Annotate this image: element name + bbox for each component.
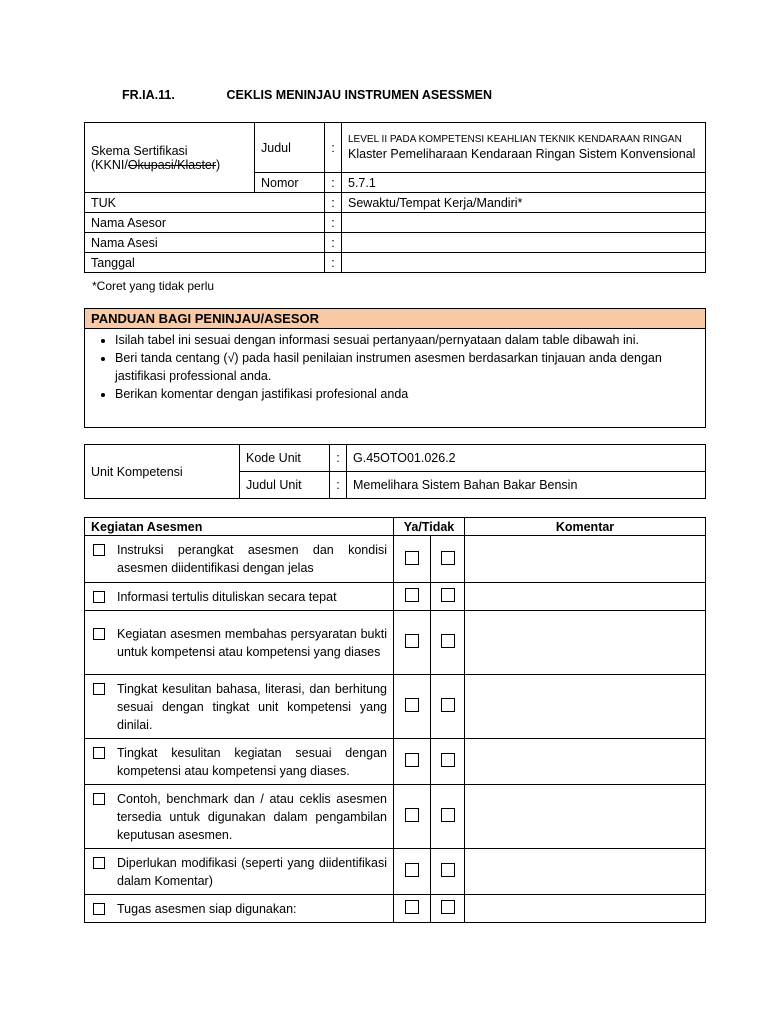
item-checkbox[interactable] (93, 628, 105, 640)
judul-colon: : (325, 123, 342, 173)
skema-label-cell (85, 123, 255, 193)
nomor-colon: : (325, 173, 342, 193)
strike-note: *Coret yang tidak perlu (92, 279, 215, 293)
item-checkbox[interactable] (93, 544, 105, 556)
item-checkbox[interactable] (93, 591, 105, 603)
table-row (85, 895, 706, 923)
ya-checkbox[interactable] (405, 863, 419, 877)
tuk-colon: : (325, 193, 342, 213)
skema-sub-close: ) (216, 157, 221, 172)
guide-heading: PANDUAN BAGI PENINJAU/ASESOR (85, 309, 705, 329)
tidak-checkbox[interactable] (441, 588, 455, 602)
tanggal-value[interactable] (342, 253, 706, 273)
tuk-value: Sewaktu/Tempat Kerja/Mandiri* (342, 193, 706, 213)
item-checkbox[interactable] (93, 793, 105, 805)
item-text: Contoh, benchmark dan / atau ceklis asesmen tersedia untuk digunakan dalam pengambilan keputusan asesmen. (117, 791, 387, 842)
checklist-table (84, 517, 706, 923)
table-row (85, 611, 706, 675)
guide-item: • Berikan komentar dengan jastifikasi profesional anda (115, 385, 705, 403)
asesor-value[interactable] (342, 213, 706, 233)
nomor-value: 5.7.1 (342, 173, 706, 193)
unit-table (84, 444, 706, 499)
asesor-label: Nama Asesor (85, 213, 325, 233)
form-title-text: CEKLIS MENINJAU INSTRUMEN ASESSMEN (226, 88, 493, 102)
komentar-cell[interactable] (465, 536, 706, 583)
ya-checkbox[interactable] (405, 588, 419, 602)
asesor-colon: : (325, 213, 342, 233)
item-text: Kegiatan asesmen membahas persyaratan bukti untuk kompetensi atau kompetensi yang diases (117, 626, 387, 659)
table-row (85, 536, 706, 583)
judul-label: Judul (255, 123, 325, 173)
komentar-cell[interactable] (465, 785, 706, 849)
guide-item: • Isilah tabel ini sesuai dengan informasi sesuai pertanyaan/pernyataan dalam table dibawah ini. (115, 331, 705, 349)
komentar-cell[interactable] (465, 611, 706, 675)
item-checkbox[interactable] (93, 857, 105, 869)
judul-level: LEVEL II PADA KOMPETENSI KEAHLIAN TEKNIK KENDARAAN RINGAN (348, 134, 682, 145)
tidak-checkbox[interactable] (441, 698, 455, 712)
judul-value: Klaster Pemeliharaan Kendaraan Ringan Sistem Konvensional (348, 147, 696, 161)
skema-label: Skema Sertifikasi (91, 143, 188, 158)
komentar-cell[interactable] (465, 739, 706, 785)
skema-sub-open: (KKNI/ (91, 157, 128, 172)
ya-checkbox[interactable] (405, 808, 419, 822)
table-row (85, 583, 706, 611)
item-checkbox[interactable] (93, 903, 105, 915)
table-row (85, 785, 706, 849)
nomor-label: Nomor (255, 173, 325, 193)
item-checkbox[interactable] (93, 747, 105, 759)
komentar-cell[interactable] (465, 675, 706, 739)
asesi-value[interactable] (342, 233, 706, 253)
table-row (85, 849, 706, 895)
col-yatidak-header: Ya/Tidak (394, 518, 465, 536)
komentar-cell[interactable] (465, 849, 706, 895)
tidak-checkbox[interactable] (441, 551, 455, 565)
kode-unit-value: G.45OTO01.026.2 (347, 445, 706, 472)
guide-box (84, 308, 706, 428)
tanggal-label: Tanggal (85, 253, 325, 273)
form-code: FR.IA.11. (122, 88, 175, 102)
tidak-checkbox[interactable] (441, 808, 455, 822)
item-text: Diperlukan modifikasi (seperti yang diidentifikasi dalam Komentar) (117, 855, 387, 888)
skema-sub-struck: Okupasi/Klaster (127, 157, 217, 172)
item-text: Tingkat kesulitan kegiatan sesuai dengan kompetensi atau kompetensi yang diases. (117, 745, 387, 778)
table-row (85, 739, 706, 785)
form-title (122, 88, 492, 102)
table-row (85, 675, 706, 739)
unit-label: Unit Kompetensi (85, 445, 240, 499)
item-text: Tugas asesmen siap digunakan: (117, 901, 297, 916)
scheme-info-table (84, 122, 706, 273)
komentar-cell[interactable] (465, 895, 706, 923)
tanggal-colon: : (325, 253, 342, 273)
guide-list (85, 331, 705, 403)
komentar-cell[interactable] (465, 583, 706, 611)
item-text: Informasi tertulis dituliskan secara tepat (117, 589, 337, 604)
tidak-checkbox[interactable] (441, 863, 455, 877)
kode-unit-colon: : (330, 445, 347, 472)
judul-unit-colon: : (330, 472, 347, 499)
ya-checkbox[interactable] (405, 900, 419, 914)
kode-unit-label: Kode Unit (240, 445, 330, 472)
col-komentar-header: Komentar (465, 518, 706, 536)
judul-value-cell (342, 123, 706, 173)
tidak-checkbox[interactable] (441, 900, 455, 914)
item-text: Tingkat kesulitan bahasa, literasi, dan berhitung sesuai dengan tingkat unit kompetensi yang dinilai. (117, 681, 387, 732)
ya-checkbox[interactable] (405, 634, 419, 648)
item-checkbox[interactable] (93, 683, 105, 695)
ya-checkbox[interactable] (405, 551, 419, 565)
item-text: Instruksi perangkat asesmen dan kondisi asesmen diidentifikasi dengan jelas (117, 543, 387, 575)
ya-checkbox[interactable] (405, 753, 419, 767)
tidak-checkbox[interactable] (441, 634, 455, 648)
guide-item: • Beri tanda centang (√) pada hasil penilaian instrumen asesmen berdasarkan tinjauan anda dengan jastifikasi professional anda. (115, 349, 705, 385)
col-kegiatan-header: Kegiatan Asesmen (85, 518, 394, 536)
tidak-checkbox[interactable] (441, 753, 455, 767)
tuk-label: TUK (85, 193, 325, 213)
judul-unit-value: Memelihara Sistem Bahan Bakar Bensin (347, 472, 706, 499)
asesi-colon: : (325, 233, 342, 253)
judul-unit-label: Judul Unit (240, 472, 330, 499)
ya-checkbox[interactable] (405, 698, 419, 712)
asesi-label: Nama Asesi (85, 233, 325, 253)
